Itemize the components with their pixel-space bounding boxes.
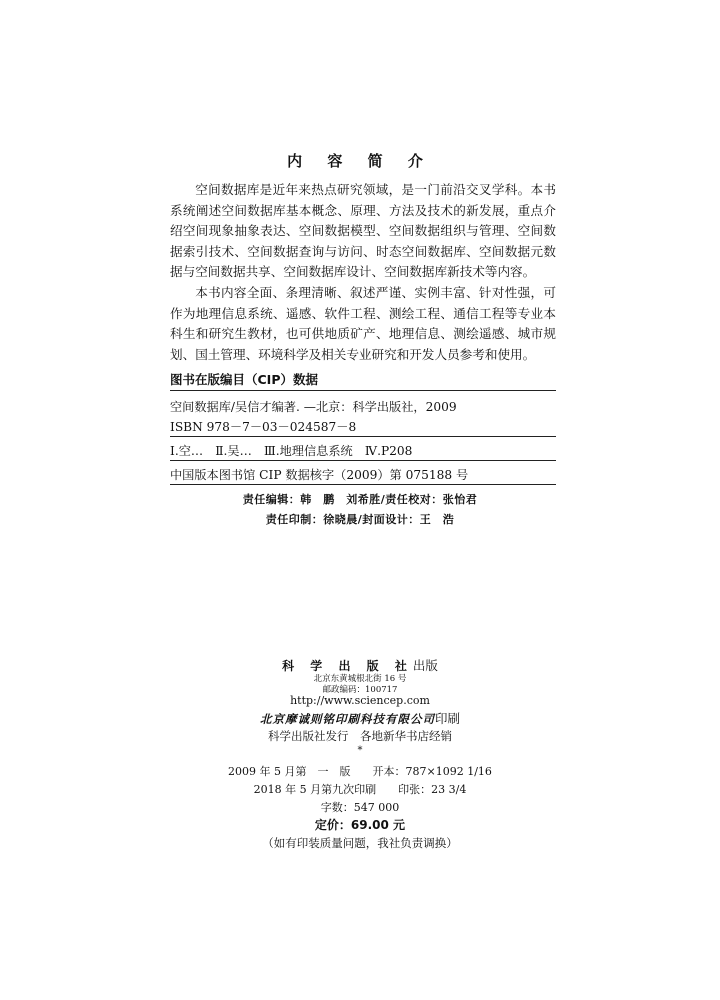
price: 定价：69.00 元 xyxy=(314,818,406,832)
quality-notice: （如有印装质量问题，我社负责调换） xyxy=(262,836,458,850)
cip-divider xyxy=(170,460,556,461)
cip-record-line: 中国版本图书馆 CIP 数据核字（2009）第 075188 号 xyxy=(170,468,469,482)
separator-star: * xyxy=(357,745,363,756)
distribution-line: 科学出版社发行 各地新华书店经销 xyxy=(268,729,452,743)
printing-line: 2018 年 5 月第九次印刷 印张：23 3/4 xyxy=(253,783,467,796)
publisher-url: http://www.sciencep.com xyxy=(290,694,430,707)
word-count: 字数：547 000 xyxy=(320,801,400,814)
summary-title: 内 容 简 介 xyxy=(287,152,433,170)
cip-heading: 图书在版编目（CIP）数据 xyxy=(170,372,318,387)
printer-name: 北京摩诚则铭印刷科技有限公司印刷 xyxy=(259,711,460,726)
cip-classification-line: Ⅰ.空… Ⅱ.吴… Ⅲ.地理信息系统 Ⅳ.P208 xyxy=(170,444,413,458)
publisher-postcode: 邮政编码：100717 xyxy=(322,685,398,695)
cip-top-rule xyxy=(170,390,556,391)
editors-line: 责任印制：徐晓晨/封面设计：王 浩 xyxy=(265,513,455,526)
publisher-name: 科 学 出 版 社出版 xyxy=(282,658,438,673)
cip-isbn-line: ISBN 978－7－03－024587－8 xyxy=(170,420,357,434)
summary-body xyxy=(170,180,556,365)
publisher-address: 北京东黄城根北街 16 号 xyxy=(313,674,407,684)
cip-title-line: 空间数据库/吴信才编著. —北京：科学出版社，2009 xyxy=(170,400,457,414)
editors-line: 责任编辑：韩 鹏 刘希胜/责任校对：张怡君 xyxy=(242,493,478,506)
edition-line: 2009 年 5 月第 一 版 开本：787×1092 1/16 xyxy=(228,765,492,778)
cip-divider xyxy=(170,436,556,437)
summary-paragraph: 空间数据库是近年来热点研究领域，是一门前沿交叉学科。本书系统阐述空间数据库基本概念、原理、方法及技术的新发展，重点介绍空间现象抽象表达、空间数据模型、空间数据组织与管理、空间数据索引技术、空间数据查询与访问、时态空间数据库、空间数据元数据与空间数据共享、空间数据库设计、空间数据库新技术等内容。 xyxy=(170,182,556,280)
summary-paragraph: 本书内容全面、条理清晰、叙述严谨、实例丰富、针对性强，可作为地理信息系统、遥感、软件工程、测绘工程、通信工程等专业本科生和研究生教材，也可供地质矿产、地理信息、测绘遥感、城市规划、国土管理、环境科学及相关专业研究和开发人员参考和使用。 xyxy=(170,284,556,362)
cip-bottom-rule xyxy=(170,484,556,485)
